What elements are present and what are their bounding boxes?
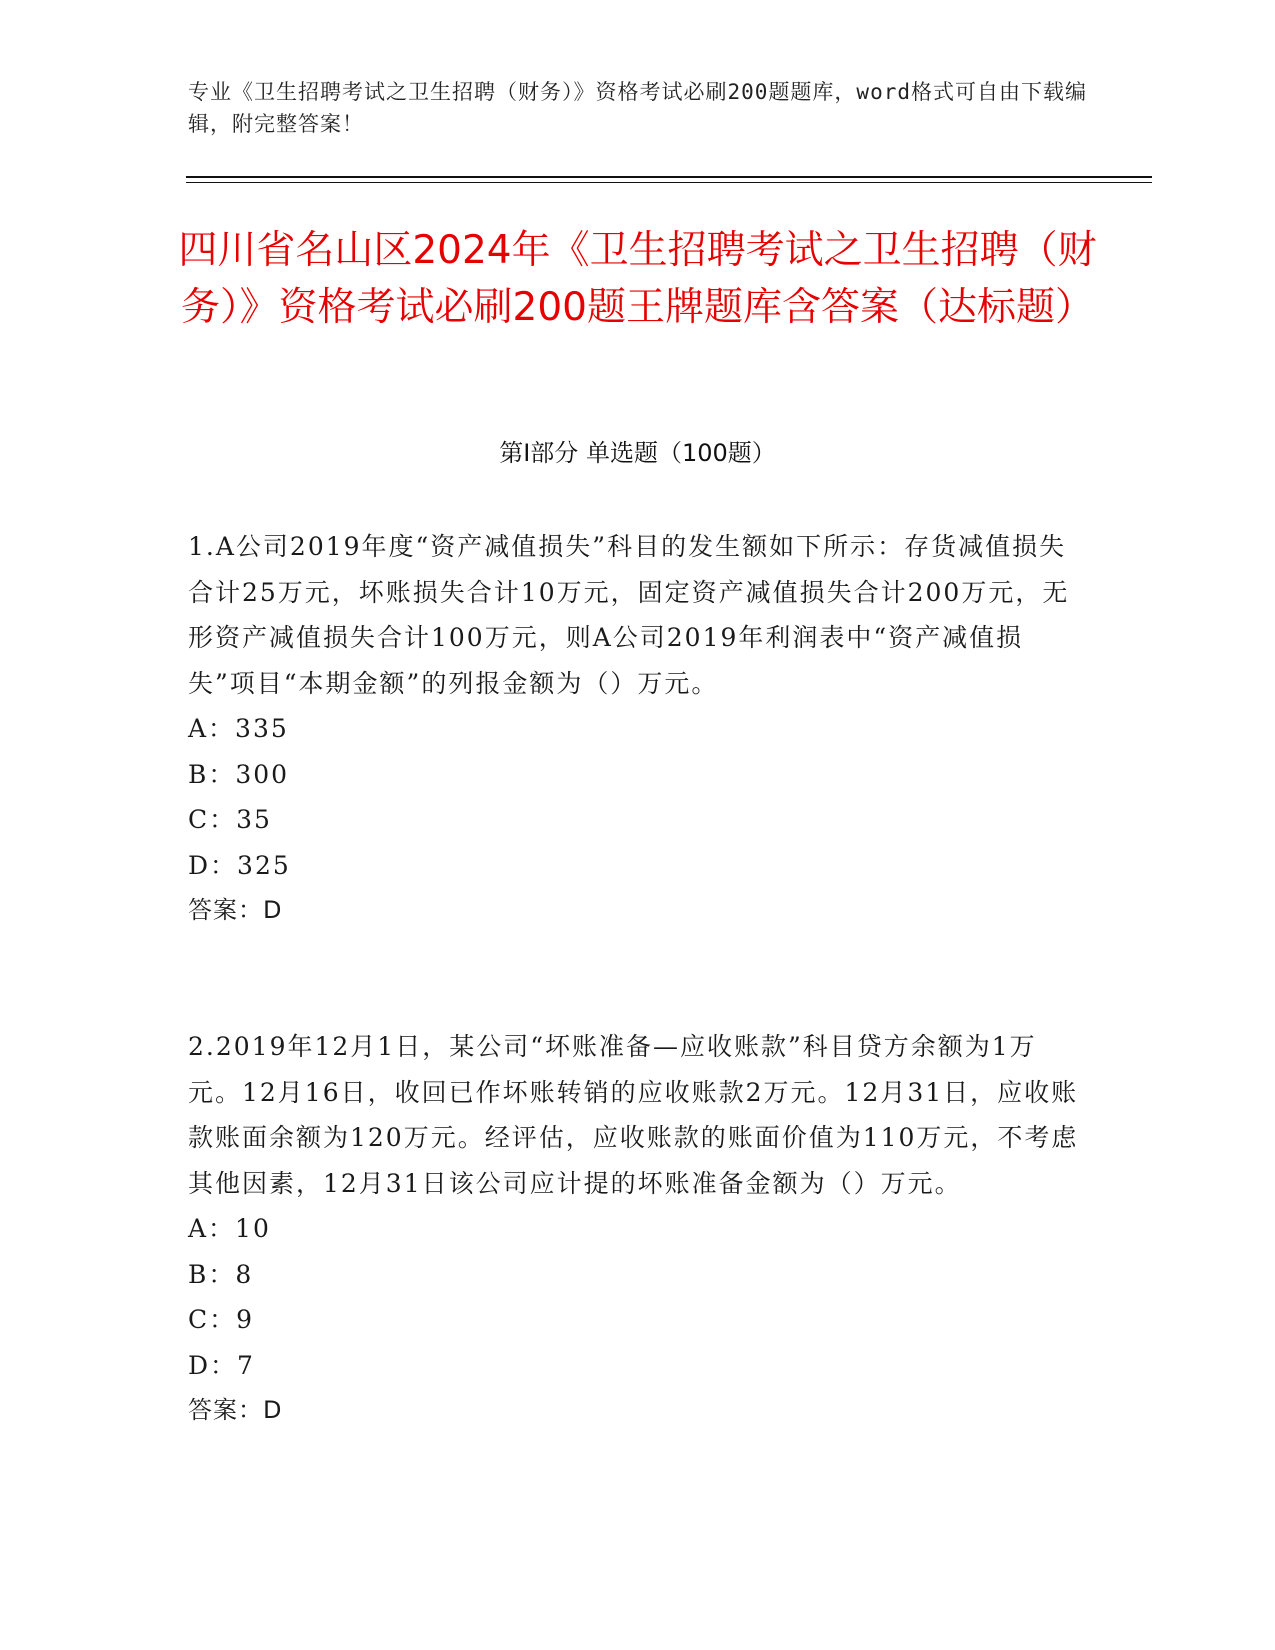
- header-note: 专业《卫生招聘考试之卫生招聘（财务）》资格考试必刷200题题库，word格式可自由下载编辑，附完整答案！: [188, 80, 1087, 136]
- answer: 答案：D: [188, 896, 283, 924]
- option-b: B：300: [188, 759, 290, 789]
- option-b: B：8: [188, 1259, 254, 1289]
- option-a: A：10: [188, 1214, 271, 1243]
- question-stem: 1.A公司2019年度“资产减值损失”科目的发生额如下所示：存货减值损失合计25万元，坏账损失合计10万元，固定资产减值损失合计200万元，无形资产减值损失合计100万元，则A公司2019年利润表中“资产减值损失”项目“本期金额”的列报金额为（）万元。: [188, 532, 1070, 698]
- option-d: D：7: [188, 1350, 255, 1380]
- answer: 答案：D: [188, 1396, 283, 1424]
- section-title: 第Ⅰ部分 单选题（100题）: [499, 439, 776, 467]
- option-c: C：9: [188, 1305, 255, 1334]
- question-stem: 2.2019年12月1日，某公司“坏账准备—应收账款”科目贷方余额为1万元。12月16日，收回已作坏账转销的应收账款2万元。12月31日，应收账款账面余额为120万元。经评估，应收账款的账面价值为110万元，不考虑其他因素，12月31日该公司应计提的坏账准备金额为（）万元。: [188, 1032, 1079, 1198]
- question-1: [188, 524, 1088, 934]
- header-divider-thin: [186, 182, 1152, 183]
- question-2: [188, 1024, 1088, 1434]
- header-divider: [186, 176, 1152, 178]
- option-c: C：35: [188, 805, 272, 834]
- option-a: A：335: [188, 714, 289, 743]
- document-title: 四川省名山区2024年《卫生招聘考试之卫生招聘（财务）》资格考试必刷200题王牌题库含答案（达标题）: [178, 228, 1097, 330]
- option-d: D：325: [188, 850, 291, 880]
